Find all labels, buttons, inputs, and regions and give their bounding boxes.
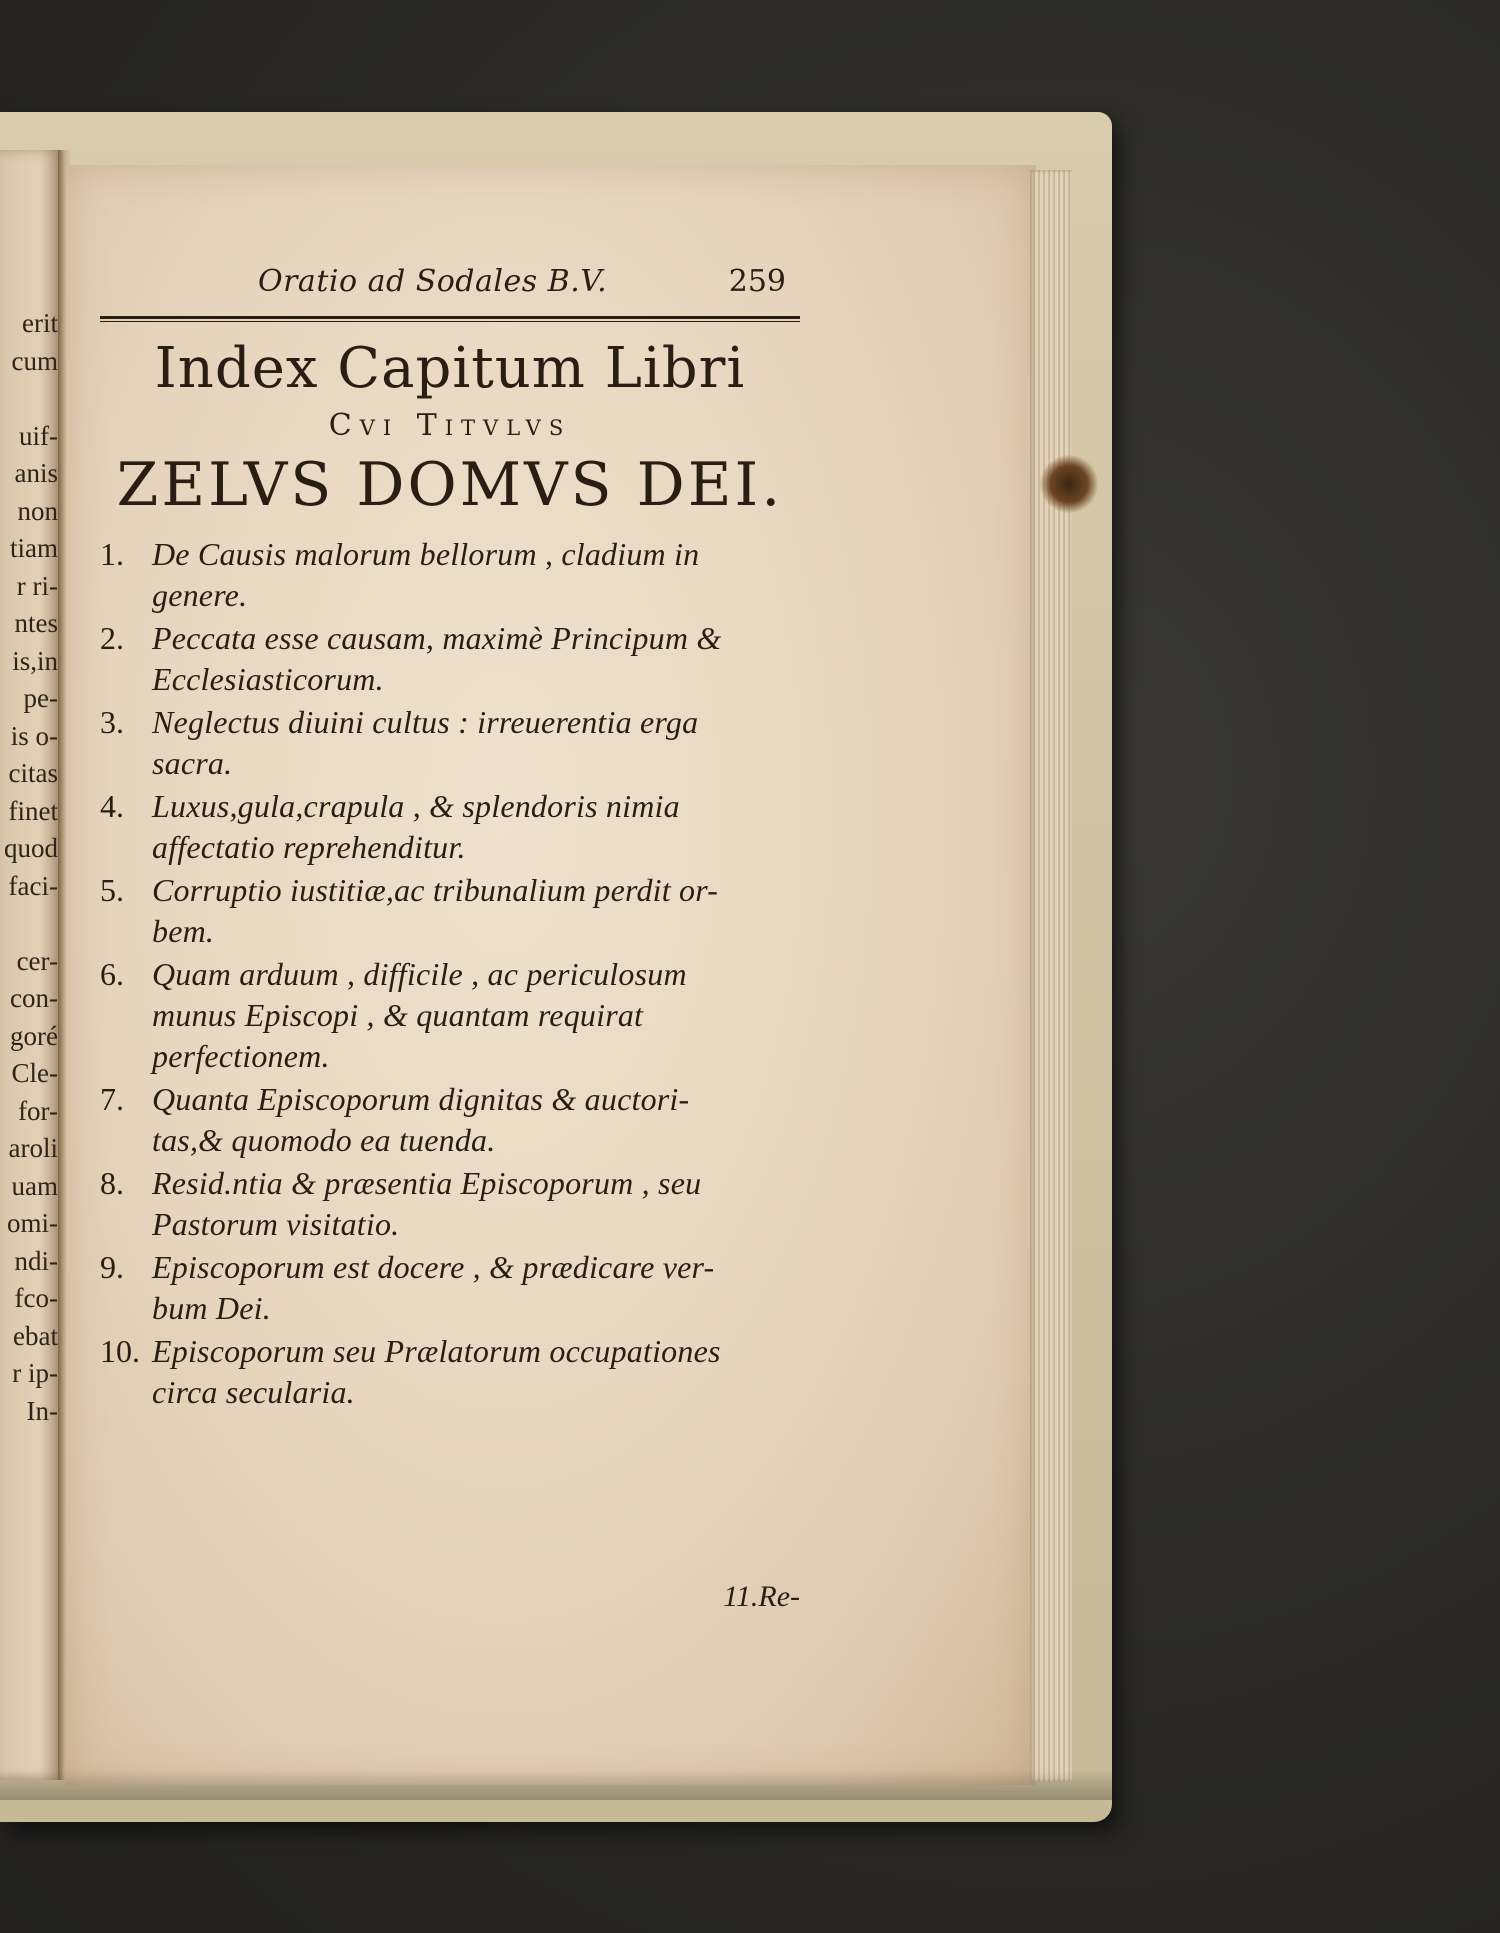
- left-fragment: [0, 905, 58, 943]
- chapter-number: 9.: [100, 1249, 124, 1285]
- left-fragment: non: [17, 495, 58, 526]
- shadow: [0, 1770, 1112, 1800]
- heading-line-1: Index Capitum Libri: [154, 336, 746, 401]
- chapter-number: 10.: [100, 1333, 140, 1369]
- left-fragment: faci-: [8, 870, 58, 901]
- chapter-entry: [100, 618, 800, 700]
- left-fragment: uam: [11, 1170, 58, 1201]
- chapter-number: 1.: [100, 536, 124, 572]
- chapter-entry: [100, 534, 800, 616]
- left-fragment: pe-: [23, 683, 58, 713]
- left-fragment: uif-: [19, 420, 58, 451]
- left-fragment: ntes: [14, 608, 58, 638]
- left-fragment: r ri-: [16, 570, 58, 601]
- chapter-number: 2.: [100, 620, 124, 656]
- left-page-fragments: [0, 305, 58, 1430]
- left-fragment: goré: [10, 1020, 58, 1051]
- left-fragment: fco-: [14, 1283, 58, 1313]
- chapter-title: Peccata esse causam, maximè Principum & Ecclesiasticorum.: [152, 620, 722, 697]
- chapter-title: Quam arduum , difficile , ac periculosum munus Episcopi , & quantam requirat perfectionem.: [152, 956, 687, 1074]
- left-fragment: Cle-: [11, 1058, 58, 1088]
- catchword: 11.Re-: [723, 1580, 800, 1613]
- left-fragment: ndi-: [14, 1245, 58, 1276]
- chapter-list: [100, 534, 800, 1413]
- chapter-number: 4.: [100, 788, 124, 824]
- chapter-number: 6.: [100, 956, 124, 992]
- chapter-title: Quanta Episcoporum dignitas & auctori- tas,& quomodo ea tuenda.: [152, 1081, 690, 1158]
- heading-line-2: Cvi Titvlvs: [328, 408, 572, 443]
- chapter-title: Corruptio iustitiæ,ac tribunalium perdit or- bem.: [152, 872, 719, 949]
- chapter-entry: [100, 1247, 800, 1329]
- page-text: [100, 260, 800, 1613]
- chapter-title: Resid.ntia & præsentia Episcoporum , seu Pastorum visitatio.: [152, 1165, 702, 1242]
- left-fragment: citas: [8, 758, 58, 788]
- left-fragment: ebat: [13, 1320, 58, 1351]
- chapter-title: De Causis malorum bellorum , cladium in genere.: [152, 536, 700, 613]
- left-fragment: erit: [22, 308, 58, 338]
- left-fragment: [0, 380, 58, 418]
- chapter-entry: [100, 702, 800, 784]
- chapter-title: Luxus,gula,crapula , & splendoris nimia affectatio reprehenditur.: [152, 788, 680, 865]
- chapter-number: 3.: [100, 704, 124, 740]
- left-fragment: quod: [4, 833, 58, 863]
- chapter-entry: [100, 954, 800, 1077]
- left-fragment: aroli: [8, 1133, 58, 1163]
- left-fragment: is o-: [10, 720, 58, 751]
- left-fragment: tiam: [10, 533, 58, 563]
- left-fragment: anis: [14, 458, 58, 488]
- chapter-entry: [100, 1331, 800, 1413]
- left-fragment: cum: [11, 345, 58, 376]
- chapter-title: Episcoporum est docere , & prædicare ver- bum Dei.: [152, 1249, 715, 1326]
- stain-mark: [1040, 455, 1098, 513]
- chapter-number: 7.: [100, 1081, 124, 1117]
- chapter-entry: [100, 870, 800, 952]
- page-edges: [1030, 170, 1072, 1782]
- left-fragment: omi-: [7, 1208, 58, 1238]
- chapter-entry: [100, 786, 800, 868]
- left-fragment: finet: [8, 795, 58, 826]
- page-number: 259: [728, 264, 786, 299]
- chapter-number: 8.: [100, 1165, 124, 1201]
- left-fragment: for-: [18, 1095, 58, 1126]
- running-head: [100, 260, 800, 310]
- left-fragment: con-: [10, 983, 58, 1013]
- chapter-title: Episcoporum seu Prælatorum occupationes circa secularia.: [152, 1333, 721, 1410]
- chapter-number: 5.: [100, 872, 124, 908]
- left-fragment: In-: [26, 1395, 58, 1426]
- left-fragment: cer-: [16, 945, 58, 976]
- heading-line-3: ZELVS DOMVS DEI.: [116, 450, 784, 520]
- header-rule: [100, 316, 800, 322]
- chapter-entry: [100, 1163, 800, 1245]
- chapter-title: Neglectus diuini cultus : irreuerentia erga sacra.: [152, 704, 699, 781]
- chapter-entry: [100, 1079, 800, 1161]
- running-title: Oratio ad Sodales B.V.: [258, 264, 608, 299]
- left-fragment: is,in: [12, 645, 58, 676]
- left-page: [0, 150, 64, 1780]
- left-fragment: r ip-: [12, 1358, 58, 1388]
